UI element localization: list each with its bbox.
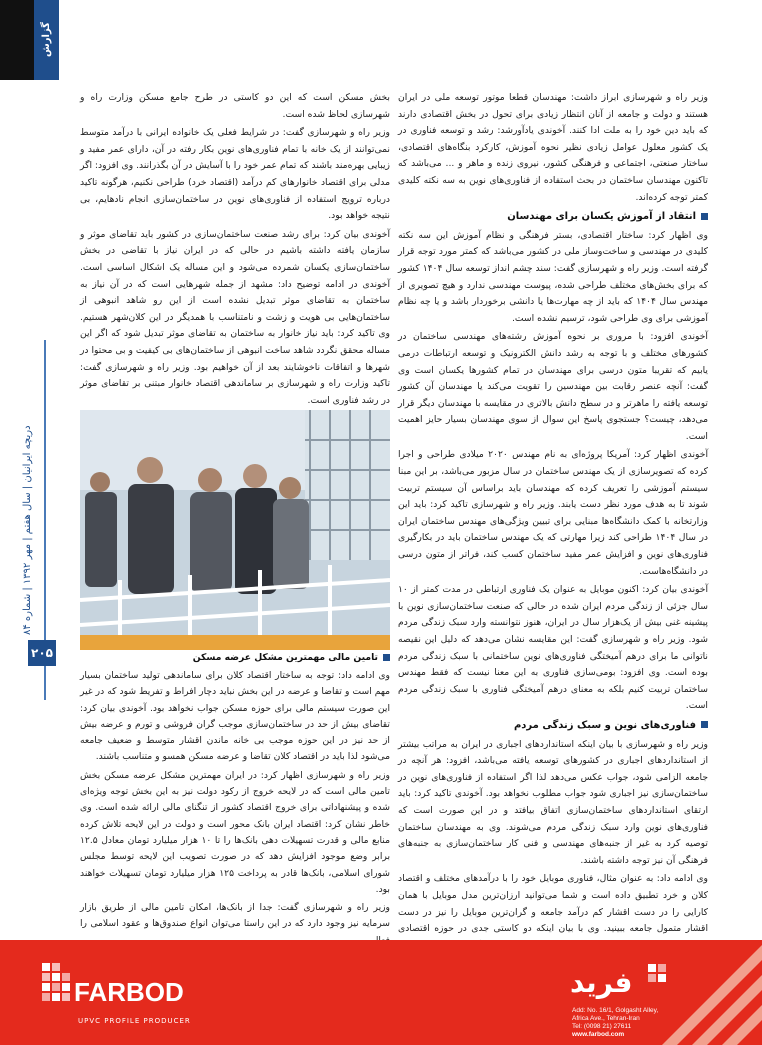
paragraph: وی ادامه داد: به عنوان مثال، فناوری موبایل خود را با درآمدهای مختلف و اقتصاد کلان و خرد تطبیق داده است و شما می‌توانید ارزان‌ترین مدل موبایل با همان کارایی را در دست اقشار کم درآمد جامعه و گران‌ترین موبایل را نیز در دست اقشار متمول جامعه ببینید. وی با بیان اینکه دو کاستی جدی در حوزه اقتصادی — [398, 873, 708, 935]
paragraph: آخوندی افزود: با مروری بر نحوه آموزش رشته‌های مهندسی ساختمان در کشورهای مختلف و با توجه به رشد دانش الکترونیک و توسعه ارتباطات درمی یابیم که تقریبا متون درسی برای مهندسان در تمام کشورها یکسان است وی گفت: آنچه عنصر رقابت بین مهندسین را تقویت می‌کند یا مهندسان آن کشور توسعه یافته را ماهرتر و در سطح دانش بالاتری در مقایسه با مهندسان دیگر قرار می‌دهد، چیست؟ جستجوی پاسخ این سوال از سوی مهندسان بسیار حایز اهمیت است. — [398, 331, 708, 442]
paragraph: آخوندی بیان کرد: برای رشد صنعت ساختمان‌سازی در کشور باید تقاضای موثر و سازمان یافته داشته باشیم در حالی که در ایران نیاز با تقاضی در بخش ساختمان‌سازی یکسان شمرده می‌شود و این مساله یک اشکال اساسی است. آخوندی در ادامه توضیح داد: مشهد از جمله شهرهایی است که در آن نیاز به ساختمان به تقاضای موثر تبدیل نشده است از این رو شاهد انبوهی از ساختمان‌هایی بی هویت و زشت و نامتناسب با همدیگر در این کلان‌شهر هستیم. وی تاکید کرد: باید نیاز خانوار به ساختمان به تقاضای موثر تبدیل شود که اگر این مساله محقق نگردد شاهد ساخت انبوهی از ساختمان‌های بی کیفیت و بی محتوا در شهرها و اتفاقات ناخوشایند بعد از آن خواهیم بود. وزیر راه و شهرسازی گفت: تاکید وزارت راه و شهرسازی بر ساماندهی اقتصاد خانوار مبتنی بر تقاضای موثر در رشد فناوری است. — [80, 228, 390, 406]
farbod-fa-logo — [570, 960, 670, 1002]
section-label: گزارش — [41, 22, 52, 58]
left-column — [80, 90, 390, 411]
paragraph: وزیر راه و شهرسازی اظهار کرد: در ایران مهمترین مشکل عرضه مسکن بخش تامین مالی است که در لایحه خروج از رکود دولت نیز به این بخش توجه ویژه‌ای شده و پیشنهاداتی برای خروج اقتصاد کشور از تنگنای مالی ارائه شده است. وی خاطر نشان کرد: اقتصاد ایران بانک محور است و دولت در این لایحه تلاش کرده منابع مالی و قدرت تسهیلات دهی بانک‌ها را تا ۱۰ هزار میلیارد تومان معادل ۱۲.۵ برابر وضع موجود افزایش دهد که در صورت تصویب این لایحه توسط مجلس شورای اسلامی، بانک‌ها قادر به پرداخت ۱۲۵ هزار میلیارد تومان تسهیلات خواهند بود. — [80, 769, 390, 895]
page-number: ۲۰۵ — [28, 640, 56, 666]
website-link[interactable]: www.farbod.com — [572, 1031, 625, 1038]
address-line: Add: No. 16/1, Golgasht Alley, — [572, 1007, 659, 1014]
brand-name: FARBOD — [74, 977, 184, 1007]
news-photo — [80, 410, 390, 650]
paragraph: وی اظهار کرد: ساختار اقتصادی، بستر فرهنگی و نظام آموزش این سه نکته کلیدی در مهندسی و ساخت‌وساز ملی در کشور می‌باشد که کمتر مورد توجه قرار گرفته است. وزیر راه و شهرسازی گفت: سند چشم انداز توسعه سال ۱۴۰۴ کشور که برای بخش‌های مختلف طراحی شده، پیوست مهندسی ندارد و هیچ تصویری از مهندس سال ۱۴۰۴ که باید از چه مهارت‌ها یا دانشی برخوردار باشد و یا چه نظام آموزشی برای وی طراحی شود، ترسیم نشده است. — [398, 229, 709, 324]
brand-tagline: UPVC PROFILE PRODUCER — [78, 1017, 191, 1025]
farbod-logo — [40, 955, 190, 1015]
company-address — [572, 1007, 722, 1039]
section-heading: فناوری‌های نوین و سبک زندگی مردم — [398, 718, 708, 735]
magazine-info: دریچه ایرانیان | سال هفتم | مهر ۱۳۹۲ | شماره ۸۴ — [22, 425, 33, 635]
photo-caption: تامین مالی مهمترین مشکل عرضه مسکن — [80, 652, 390, 663]
paragraph: وزیر راه و شهرسازی ابراز داشت: مهندسان قطعا موتور توسعه ملی در ایران هستند و دولت و جامعه از آنان انتظار زیادی برای تحول در بخش اقتصادی دارند که باید دین خود را به ملت ادا کنند. آخوندی یادآورشد: رشد و توسعه فناوری در یک کشور معلول عوامل زیادی نظیر نحوه آموزش، کارکرد بنگاه‌های اقتصادی، ساختار صنعتی، اجتماعی و فرهنگی کشور، نیروی زنده و ماهر و ... می‌باشد که تاکنون مهندسان ساختمان در بحث استفاده از فناوری‌های نوین به سه نکته کلیدی کمتر توجه کرده‌اند. — [398, 92, 708, 203]
paragraph: وی ادامه داد: توجه به ساختار اقتصاد کلان برای ساماندهی تولید ساختمان بسیار مهم است و تقاضا و عرضه در این بخش نباید دچار افراط و تفریط شود که در غیر این صورت سیستم مالی برای حوزه مسکن جواب نخواهد بود. آخوندی بیان کرد: تقاضای بیش از حد در ساختمان‌سازی موجب گران فروشی و تورم و عرضه بیش از حد نیز در این حوزه موجب بی خانه ماندن اقشار متوسط و ضعیف جامعه می‌شود لذا باید در اقتصاد کلان تقاضا و عرضه مسکن همسو و متناسب باشند. — [80, 670, 390, 763]
fa-brand-name: فرید — [570, 966, 633, 999]
paragraph: آخوندی بیان کرد: اکنون موبایل به عنوان یک فناوری ارتباطی در مدت کمتر از ۱۰ سال جزئی از زندگی مردم ایران شده در حالی که صنعت ساختمان‌سازی نوین با پیشینه غنی بیش از یک‌هزار سال در ایران، هنوز نتوانسته وارد سبک زندگی مردم شود. وزیر راه و شهرسازی گفت: این مقایسه نشان می‌دهد که دلیل این نقیصه ناتوانی ما برای درهم آمیختگی فناوری‌های نوین ساختمانی با سبک زندگی مردم بوده است. وی افزود: بومی‌سازی فناوری به این معنا نیست که فقط مهندس ساختمان تربیت کنیم بلکه به معنای درهم آمیختگی فناوری با سبک زندگی مردم است. — [398, 584, 708, 712]
section-tab — [34, 0, 59, 80]
paragraph: وزیر راه و شهرسازی با بیان اینکه استانداردهای اجباری در ایران به مراتب بیشتر از استانداردهای اجباری در کشورهای توسعه یافته می‌باشد، افزود: هر آنچه در جامعه الزامی شود، جواب عکس می‌دهد لذا اگر استفاده از فناوری‌های نوین در ساختمان‌سازی نیز اجباری شود جواب مطلوب نخواهد بود. آخوندی تاکید کرد: باید ارتقای استانداردهای ساختمان‌سازی اتفاق بیافتد و در این صورت است که فناوری‌های نوین وارد سبک زندگی مردم می‌شوند. وی به مهندسان ساختمان توصیه کرد به غیر از جنبه‌های مهندسی و فنی کار ساختمان‌سازی به جنبه‌های فرهنگی آن نیز توجه داشته باشند. — [398, 738, 708, 866]
paragraph: آخوندی اظهار کرد: آمریکا پروژه‌ای به نام مهندس ۲۰۲۰ میلادی طراحی و اجرا کرده که تصویرسازی از یک مهندس ساختمان در سال مزبور می‌باشد، بر این مبنا سیستم آموزشی را تعریف کرده که مهندسان باید براساس آن سیستم تربیت شوند تا به هدف مورد نظر دست یابند. وزیر راه و شهرسازی تاکید کرد: باید این وزارتخانه با کمک دانشگاه‌ها مبنایی برای تبیین ویژگی‌های مهندس ساختمان ایران در سال ۱۴۰۴ طراحی کند زیرا مهارتی که یک مهندس ساختمان باید در بکارگیری فناوری‌های نوین و افزایش عمر مفید ساختمان کسب کند، فراتر از متون درسی در دانشگاه‌هاست. — [398, 449, 709, 577]
paragraph: بخش مسکن است که این دو کاستی در طرح جامع مسکن وزارت راه و شهرسازی لحاظ شده است. — [80, 92, 390, 120]
address-line: Africa Ave., Tehran-Iran — [572, 1015, 640, 1022]
left-column-bottom — [80, 668, 390, 951]
paragraph: وزیر راه و شهرسازی گفت: در شرایط فعلی یک خانواده ایرانی با درآمد متوسط نمی‌توانند از یک خانه با تمام فناوری‌های نوین بکار رفته در آن، دارای عمر مفید و زیبایی بهره‌مند باشند که تمام عمر خود را با آسایش در آن بگذرانند. وی افزود: اگر مدلی برای اقتصاد خانوارهای کم درآمد (اقتصاد خرد) طراحی نکنیم، هرگونه تاکید درباره ترویج استفاده از فناوری‌های نوین در ساختمان‌سازی انجام نادهایم، بی نتیجه خواهد بود. — [80, 127, 390, 222]
phone-line: Tel: (0098 21) 27611 — [572, 1023, 632, 1030]
section-heading: انتقاد از آموزش یکسان برای مهندسان — [398, 209, 708, 226]
right-column — [398, 90, 708, 973]
paragraph: وزیر راه و شهرسازی گفت: جدا از بانک‌ها، امکان تامین مالی از طریق بازار سرمایه نیز وجود دارد که در این راستا می‌توان انواع صندوق‌ها و عقود اسلامی را — [80, 902, 390, 930]
corner-tab — [0, 0, 34, 80]
